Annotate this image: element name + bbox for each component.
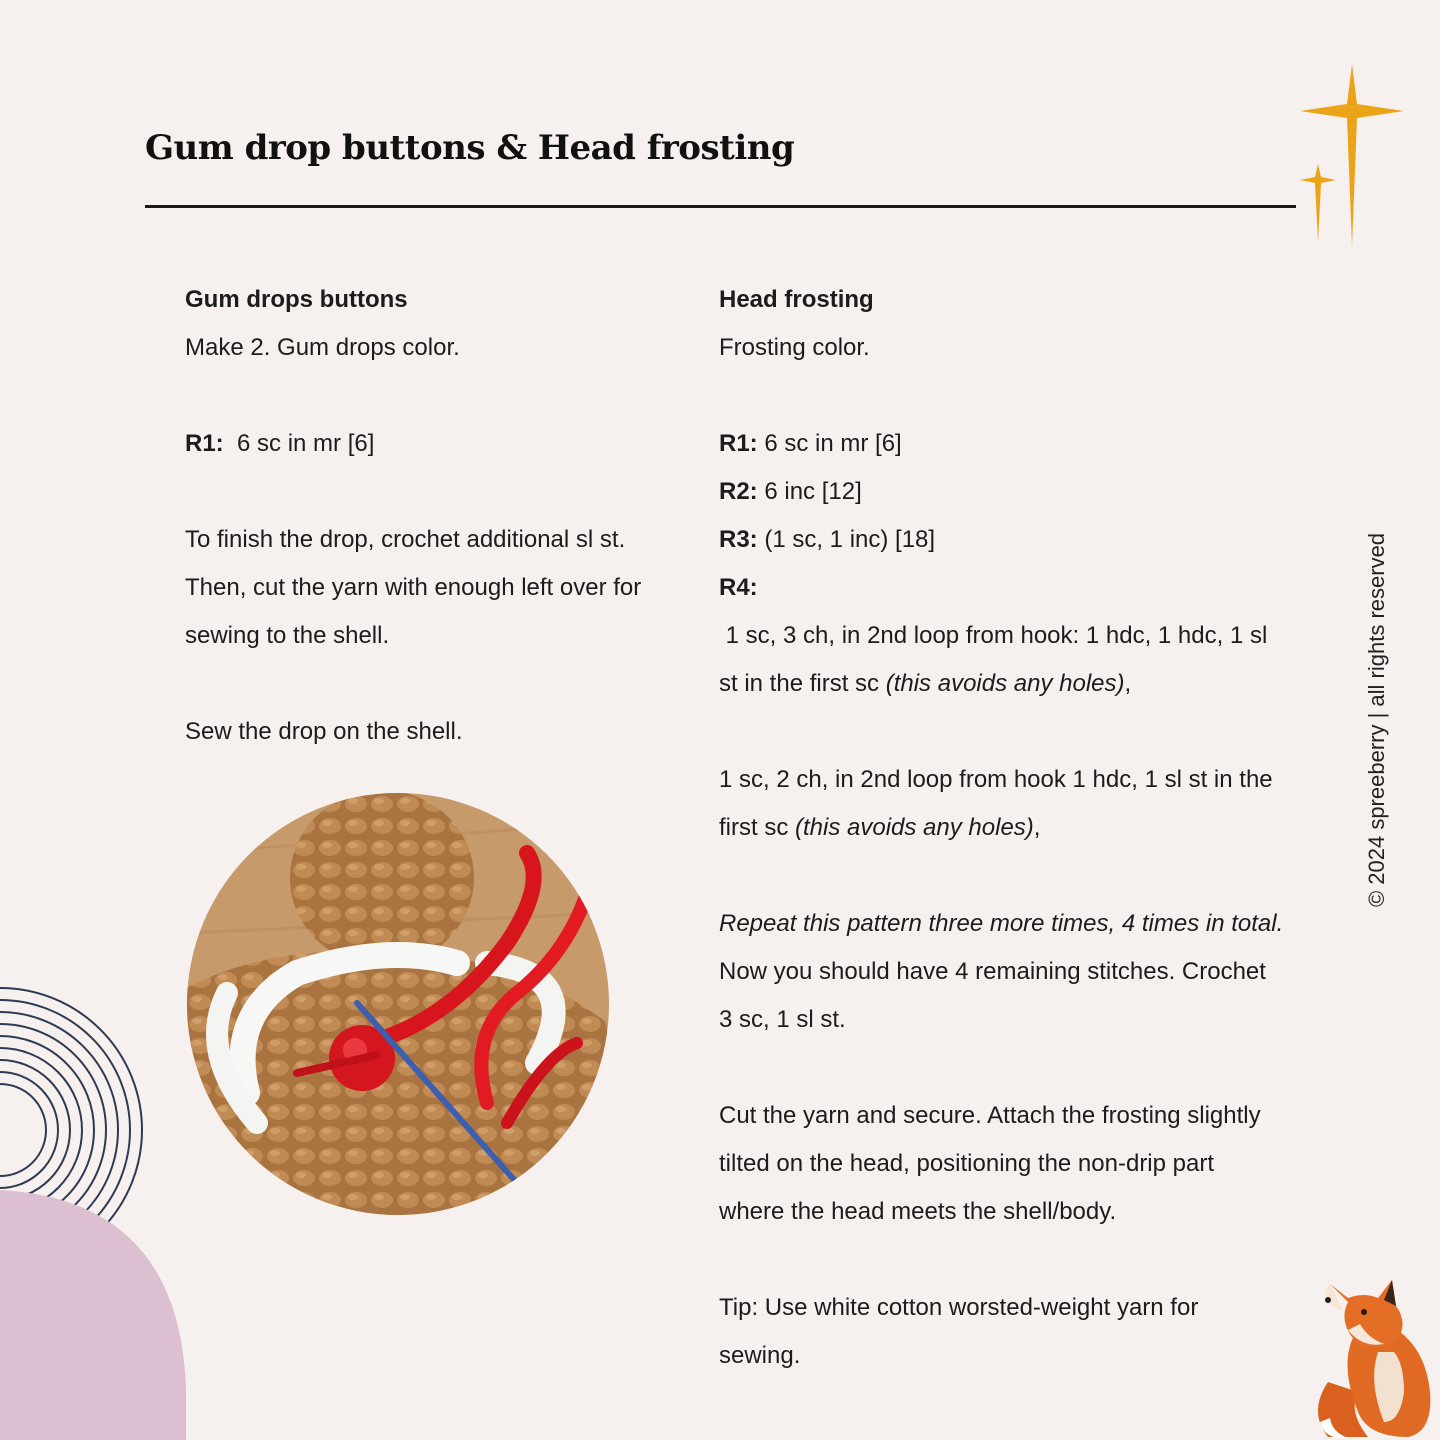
frosting-r3 bbox=[719, 516, 1299, 564]
text-part: first sc bbox=[719, 814, 795, 841]
text-part: st in the first sc bbox=[719, 670, 886, 697]
finish-line-3: sewing to the shell. bbox=[185, 622, 390, 649]
cut-line-2: tilted on the head, positioning the non-drip part bbox=[719, 1150, 1215, 1177]
sparkle-stars-icon bbox=[1290, 60, 1410, 250]
text-emphasis: (this avoids any holes) bbox=[795, 814, 1034, 841]
round-label: R1: bbox=[185, 430, 224, 457]
title-divider bbox=[145, 205, 1296, 208]
gum-drops-column bbox=[185, 276, 685, 756]
page-title: Gum drop buttons & Head frosting bbox=[145, 128, 795, 168]
round-text: 6 sc in mr [6] bbox=[757, 430, 902, 457]
tip-line-1: Tip: Use white cotton worsted-weight yarn for bbox=[719, 1294, 1199, 1321]
head-frosting-intro: Frosting color. bbox=[719, 334, 870, 361]
text-part: , bbox=[1124, 670, 1132, 697]
gum-drops-intro: Make 2. Gum drops color. bbox=[185, 334, 460, 361]
finish-line-1: To finish the drop, crochet additional sl st. bbox=[185, 526, 626, 553]
cut-line-3: where the head meets the shell/body. bbox=[719, 1198, 1117, 1225]
gingerbread-crochet-photo bbox=[187, 793, 609, 1215]
round-text: (1 sc, 1 inc) [18] bbox=[757, 526, 936, 553]
sew-instruction: Sew the drop on the shell. bbox=[185, 718, 463, 745]
frosting-r4 bbox=[719, 564, 1299, 660]
remaining-line-2: 3 sc, 1 sl st. bbox=[719, 1006, 846, 1033]
round-label: R4: bbox=[719, 574, 758, 601]
fox-illustration bbox=[1308, 1272, 1440, 1440]
frosting-r1 bbox=[719, 420, 1299, 468]
round-label: R2: bbox=[719, 478, 758, 505]
finish-line-2: Then, cut the yarn with enough left over for bbox=[185, 574, 642, 601]
cut-line-1: Cut the yarn and secure. Attach the frosting slightly bbox=[719, 1102, 1261, 1129]
round-text: 6 sc in mr [6] bbox=[223, 430, 375, 457]
copyright-notice: © 2024 spreeberry | all rights reserved bbox=[1364, 532, 1389, 908]
round-text: 6 inc [12] bbox=[757, 478, 862, 505]
frosting-r4-cont bbox=[719, 660, 1299, 708]
tip-line-2: sewing. bbox=[719, 1342, 801, 1369]
frosting-r2 bbox=[719, 468, 1299, 516]
pattern-line-2 bbox=[719, 804, 1299, 852]
round-label: R3: bbox=[719, 526, 758, 553]
gum-drops-r1 bbox=[185, 420, 685, 468]
text-part: , bbox=[1033, 814, 1041, 841]
text-emphasis: (this avoids any holes) bbox=[885, 670, 1125, 697]
round-label: R1: bbox=[719, 430, 758, 457]
round-text: 1 sc, 3 ch, in 2nd loop from hook: 1 hdc, 1 hdc, 1 sl bbox=[719, 622, 1268, 649]
gum-drops-heading: Gum drops buttons bbox=[185, 286, 408, 313]
purple-blob-decoration bbox=[0, 1190, 190, 1440]
pattern-line-1: 1 sc, 2 ch, in 2nd loop from hook 1 hdc, 1 sl st in the bbox=[719, 766, 1273, 793]
repeat-instruction: Repeat this pattern three more times, 4 times in total. bbox=[719, 910, 1284, 937]
remaining-line-1: Now you should have 4 remaining stitches. Crochet bbox=[719, 958, 1266, 985]
head-frosting-heading: Head frosting bbox=[719, 286, 874, 313]
head-frosting-column bbox=[719, 276, 1299, 1380]
